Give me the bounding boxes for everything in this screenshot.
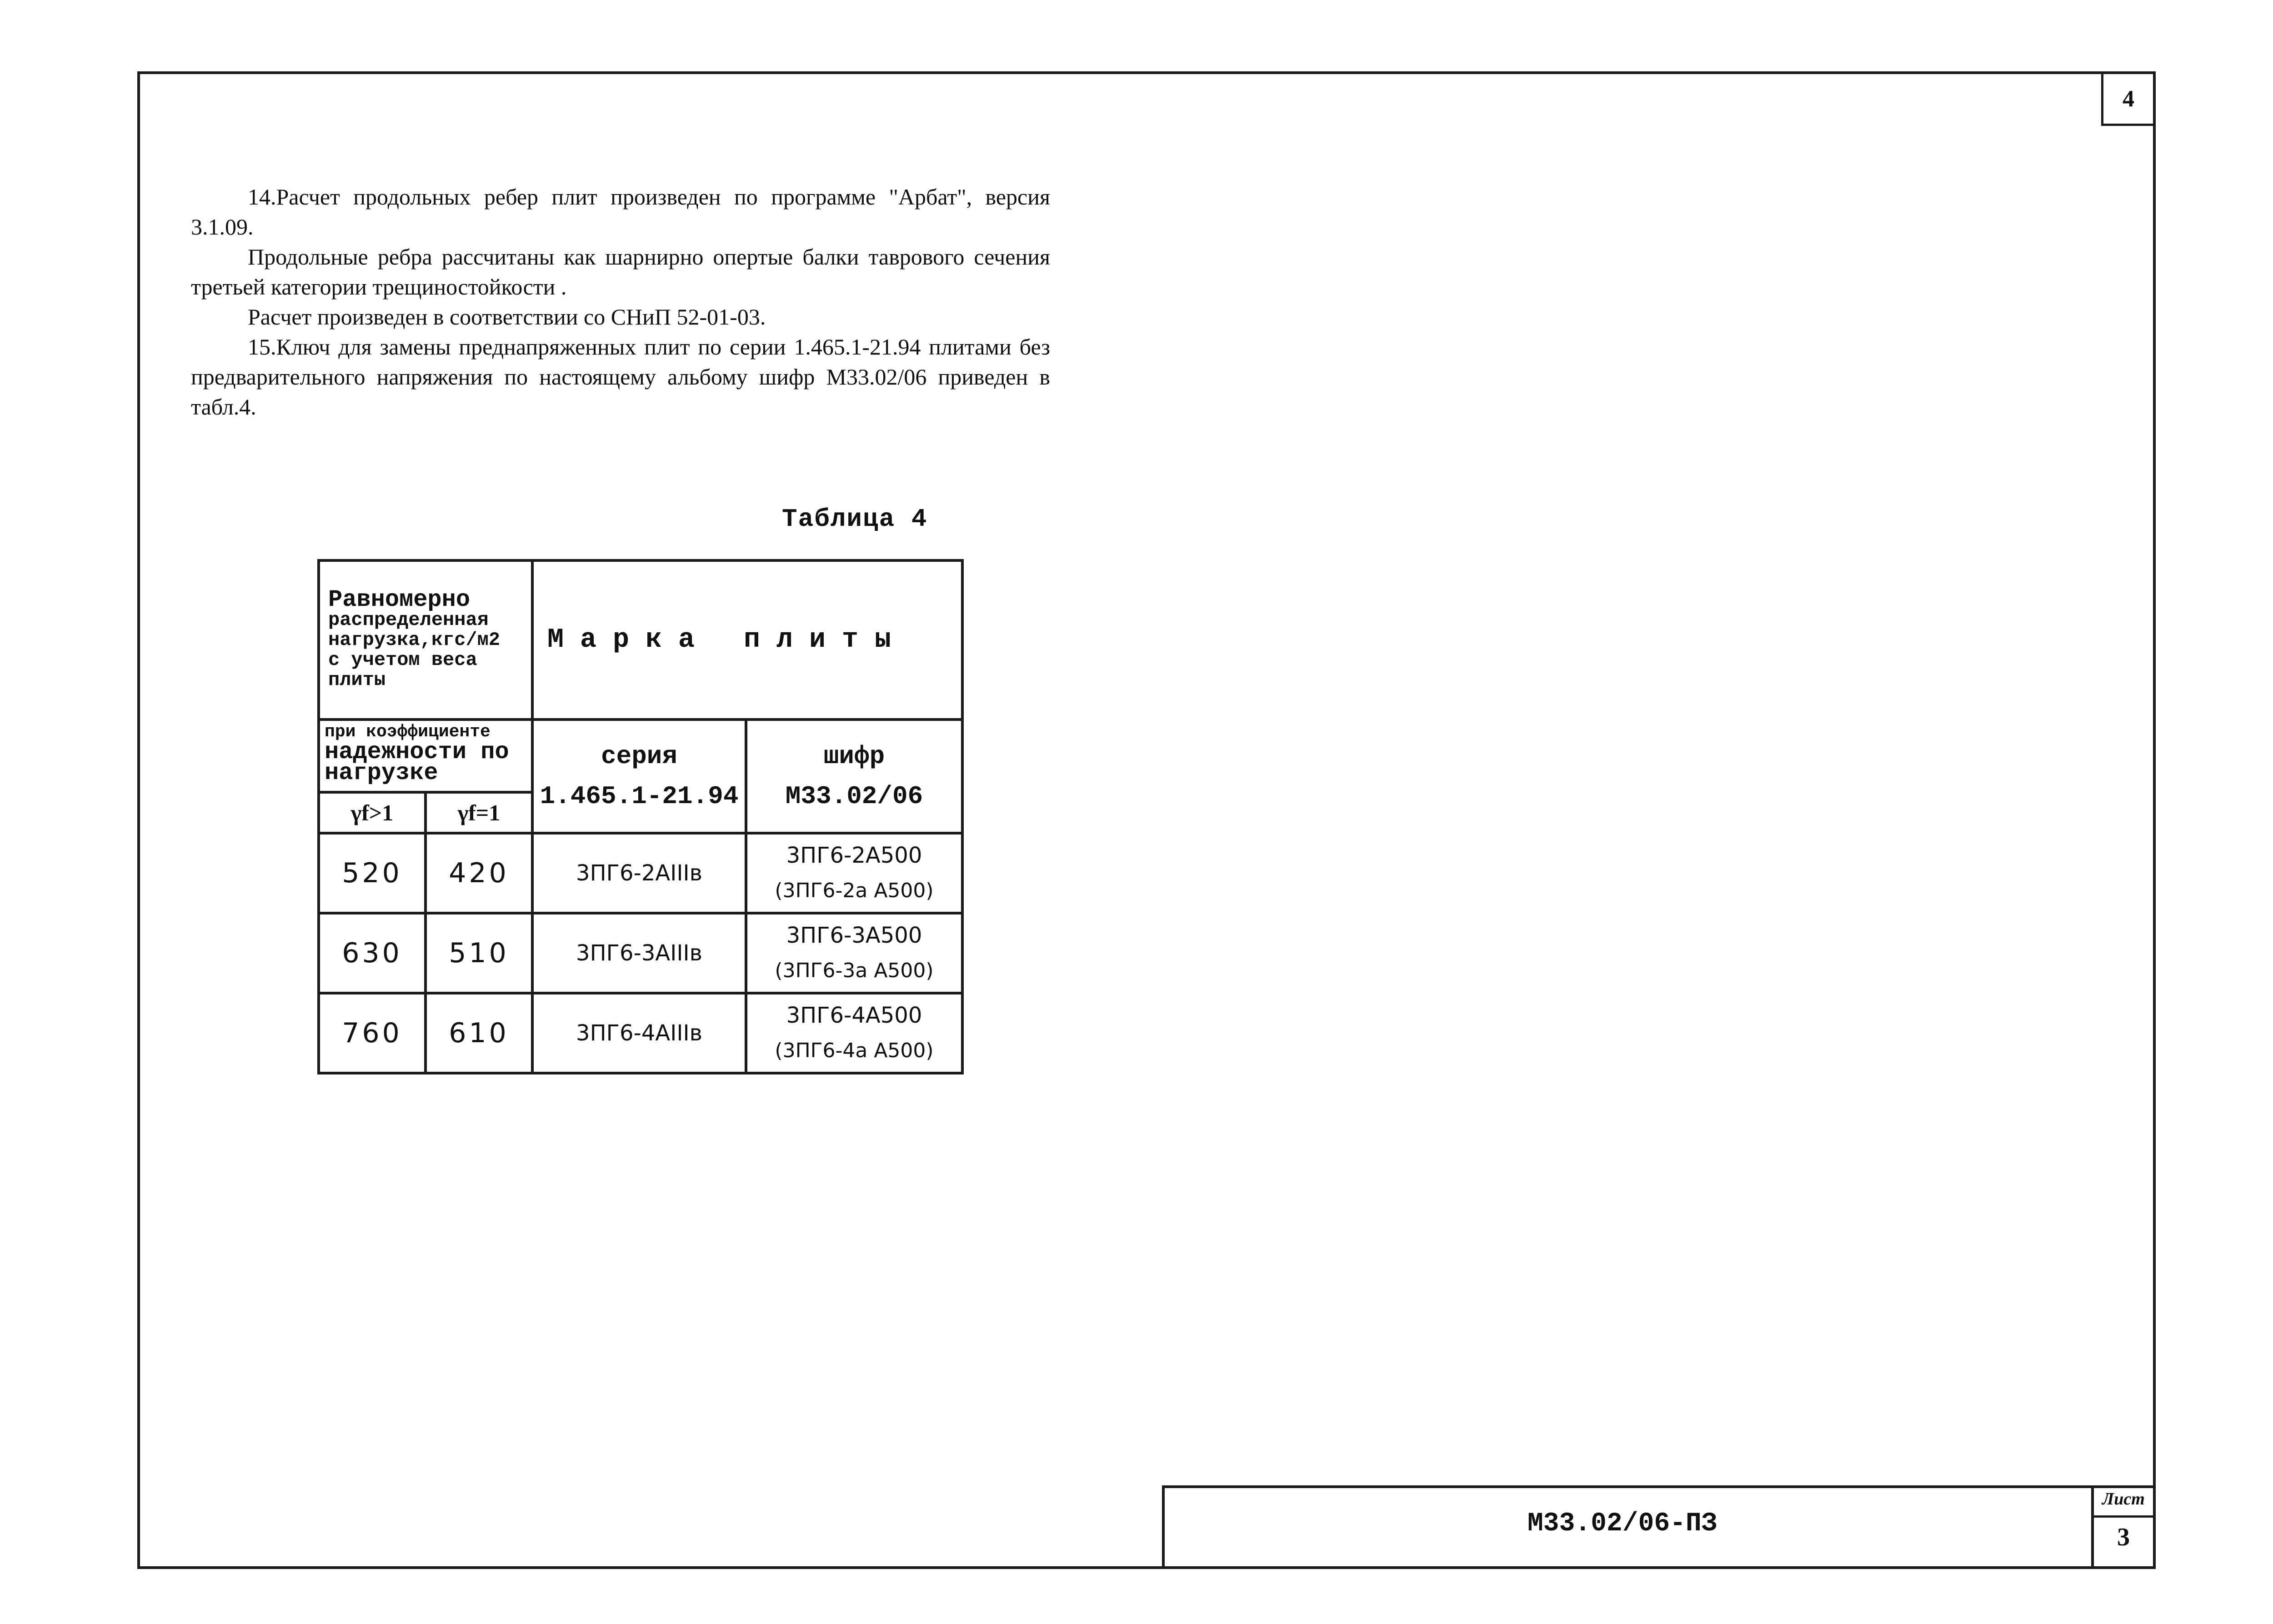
table-row xyxy=(319,993,962,1073)
header-gamma-gt: γf>1 xyxy=(319,792,426,833)
document-code: М33.02/06-ПЗ xyxy=(1527,1509,1717,1539)
cipher-mark-alt: (3ПГ6-2а А500) xyxy=(775,879,934,902)
load-gt-cell: 630 xyxy=(319,913,426,993)
cipher-mark-alt: (3ПГ6-4а А500) xyxy=(775,1039,934,1062)
cipher-mark: 3ПГ6-2А500 xyxy=(786,843,922,868)
note-14-line-3: Расчет произведен в соответствии со СНиП 52-01-03. xyxy=(248,304,766,330)
cipher-mark: 3ПГ6-4А500 xyxy=(786,1003,922,1028)
header-cipher-value: М33.02/06 xyxy=(785,782,923,811)
cipher-mark-cell xyxy=(746,993,962,1073)
header-cipher-label: шифр xyxy=(823,742,885,771)
load-gt-cell: 520 xyxy=(319,833,426,913)
note-14-line-2: Продольные ребра рассчитаны как шарнирно опертые балки таврового сечения третьей категории трещиностойкости . xyxy=(191,244,1050,300)
table-row xyxy=(319,913,962,993)
table-title: Таблица 4 xyxy=(782,505,928,534)
cipher-mark-cell xyxy=(746,833,962,913)
series-mark-cell: 3ПГ6-2АIIIв xyxy=(532,833,746,913)
header-load xyxy=(319,560,532,720)
header-series-value: 1.465.1-21.94 xyxy=(540,782,739,811)
header-load-line-2: распределенная нагрузка,кгс/м2 с учетом веса плиты xyxy=(328,609,501,691)
sheet-number: 3 xyxy=(2117,1523,2130,1551)
sheet-divider xyxy=(2091,1515,2156,1518)
header-series-label: серия xyxy=(601,742,678,771)
load-eq-cell: 420 xyxy=(426,833,532,913)
cipher-mark-alt: (3ПГ6-3а А500) xyxy=(775,959,934,982)
header-coefficient-line-2: надежности по нагрузке xyxy=(325,739,509,786)
cipher-mark: 3ПГ6-3А500 xyxy=(786,923,922,948)
header-gamma-eq: γf=1 xyxy=(426,792,532,833)
load-eq-cell: 610 xyxy=(426,993,532,1073)
load-gt-cell: 760 xyxy=(319,993,426,1073)
note-14-line-1: 14.Расчет продольных ребер плит произведен по программе "Арбат", версия 3.1.09. xyxy=(191,184,1050,240)
note-15: 15.Ключ для замены преднапряженных плит по серии 1.465.1-21.94 плитами без предварительного напряжения по настоящему альбому шифр М33.02/06 приведен в табл.4. xyxy=(191,334,1050,420)
cipher-mark-cell xyxy=(746,913,962,993)
table-row xyxy=(319,833,962,913)
sheet-label: Лист xyxy=(2102,1489,2145,1509)
corner-page-number: 4 xyxy=(2101,71,2156,126)
replacement-key-table xyxy=(317,559,964,1074)
notes-block xyxy=(191,182,1050,422)
header-mark: Марка плиты xyxy=(532,560,962,720)
header-series xyxy=(532,720,746,833)
series-mark-cell: 3ПГ6-3АIIIв xyxy=(532,913,746,993)
header-cipher xyxy=(746,720,962,833)
header-load-line-1: Равномерно xyxy=(328,586,471,613)
header-coefficient xyxy=(319,720,532,792)
series-mark-cell: 3ПГ6-4АIIIв xyxy=(532,993,746,1073)
load-eq-cell: 510 xyxy=(426,913,532,993)
header-coefficient-line-1: при коэффициенте xyxy=(325,722,491,742)
